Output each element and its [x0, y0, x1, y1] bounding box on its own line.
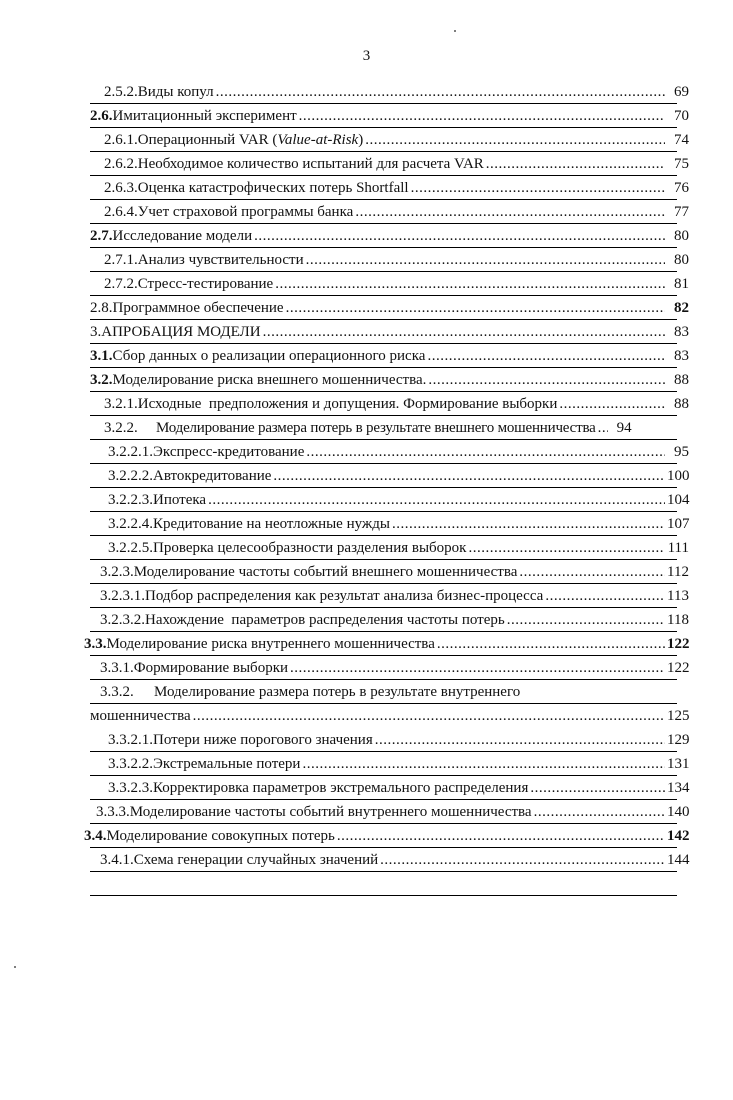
scan-speck [14, 966, 16, 968]
toc-leader-dots [306, 440, 665, 464]
toc-entry-number: 3.3.2.2. [108, 756, 153, 772]
toc-entry-page: 122 [667, 636, 690, 652]
toc-entry-number: 3.2.3.2. [100, 612, 145, 628]
toc-leader-dots [411, 176, 665, 200]
toc-entry-page: 140 [667, 804, 690, 820]
toc-leader-dots [507, 608, 665, 632]
toc-leader-dots [375, 728, 665, 752]
toc-leader-dots [437, 632, 665, 656]
toc-entry-title: Исходные предположения и допущения. Формирование выборки [137, 396, 558, 412]
toc-entry-number: 3.3.2.1. [108, 732, 153, 748]
toc-rule [90, 895, 677, 896]
toc-entry-number: 3.4. [84, 828, 107, 844]
toc-entry-page: 118 [667, 612, 689, 628]
scan-speck [454, 30, 456, 32]
toc-entry-page: 80 [674, 252, 689, 268]
toc-entry-title: Моделирование размера потерь в результате внешнего мошенничества [156, 420, 596, 436]
toc-entry[interactable] [104, 200, 689, 224]
toc-entry-number: 2.6.2. [104, 156, 138, 172]
toc-entry-number: 3.2.2.2. [108, 468, 153, 484]
toc-leader-dots [299, 104, 665, 128]
toc-leader-dots [355, 200, 665, 224]
toc-entry-title: Автокредитование [153, 468, 272, 484]
toc-entry[interactable] [104, 416, 689, 440]
toc-entry-page: 83 [674, 348, 689, 364]
toc-entry-title: Программное обеспечение [112, 300, 284, 316]
toc-leader-dots [263, 320, 665, 344]
toc-entry-page: 88 [674, 396, 689, 412]
toc-entry-number: 2.8. [90, 300, 113, 316]
toc-entry-number: 3.3.2.3. [108, 780, 153, 796]
toc-entry-number: 2.6.4. [104, 204, 138, 220]
toc-entry-title: Виды копул [137, 84, 214, 100]
toc-entry-page: 83 [674, 324, 689, 340]
toc-entry[interactable] [90, 320, 689, 344]
toc-leader-dots [559, 392, 665, 416]
toc-entry-title: Необходимое количество испытаний для расчета VAR [137, 156, 484, 172]
toc-leader-dots [290, 656, 665, 680]
toc-entry[interactable] [90, 296, 689, 320]
toc-entry-title: Экстремальные потери [153, 756, 301, 772]
toc-entry-number: 3.4.1. [100, 852, 134, 868]
toc-entry-number: 3.2.2.3. [108, 492, 153, 508]
toc-leader-dots [519, 560, 665, 584]
toc-leader-dots [428, 368, 665, 392]
toc-entry-number: 2.6.3. [104, 180, 138, 196]
toc-entry-title: Операционный VAR (Value-at-Risk) [137, 132, 364, 148]
toc-leader-dots [302, 752, 665, 776]
toc-entry[interactable] [108, 464, 689, 488]
toc-entry-title: Исследование модели [112, 228, 253, 244]
toc-entry-title: Экспресс-кредитование [153, 444, 305, 460]
toc-leader-dots [337, 824, 665, 848]
toc-leader-dots [534, 800, 665, 824]
toc-entry[interactable] [84, 824, 689, 848]
toc-entry[interactable] [100, 608, 689, 632]
toc-entry-title: Кредитование на неотложные нужды [153, 516, 390, 532]
toc-entry[interactable] [104, 128, 689, 152]
toc-entry-page: 104 [667, 492, 690, 508]
toc-entry-title: Потери ниже порогового значения [153, 732, 373, 748]
toc-entry-page: 107 [667, 516, 690, 532]
toc-entry[interactable] [108, 752, 689, 776]
toc-entry-page: 95 [674, 444, 689, 460]
toc-leader-dots [208, 488, 665, 512]
toc-entry-page: 88 [674, 372, 689, 388]
toc-entry-title: Имитационный эксперимент [112, 108, 297, 124]
toc-leader-dots [306, 248, 665, 272]
toc-entry-title: Подбор распределения как результат анализа бизнес-процесса [145, 588, 544, 604]
toc-entry-page: 82 [674, 300, 689, 316]
toc-entry-number: 3.3.3. [96, 804, 130, 820]
toc-entry-page: 112 [667, 564, 689, 580]
toc-entry-title: Сбор данных о реализации операционного риска [112, 348, 426, 364]
toc-entry-number: 2.6.1. [104, 132, 138, 148]
toc-entry[interactable] [104, 272, 689, 296]
toc-entry-title: Нахождение параметров распределения частоты потерь [145, 612, 505, 628]
toc-leader-dots [275, 272, 665, 296]
toc-entry-title: Формирование выборки [133, 660, 289, 676]
toc-entry-title: Моделирование размера потерь в результате внутреннего [154, 684, 521, 700]
toc-entry[interactable] [108, 512, 689, 536]
toc-entry[interactable] [100, 584, 689, 608]
toc-entry-number: 3.2.2.1. [108, 444, 153, 460]
toc-entry-title: Схема генерации случайных значений [133, 852, 379, 868]
toc-entry-number: 3.2.2.5. [108, 540, 153, 556]
toc-entry-title: Оценка катастрофических потерь Shortfall [137, 180, 409, 196]
toc-entry-page: 94 [616, 420, 632, 436]
toc-entry[interactable] [104, 80, 689, 104]
toc-entry-page: 70 [674, 108, 689, 124]
toc-entry-number: 3.2. [90, 372, 113, 388]
toc-entry-page: 125 [667, 708, 690, 724]
toc-entry-number: 3.2.2.4. [108, 516, 153, 532]
toc-entry-page: 69 [674, 84, 689, 100]
toc-entry[interactable] [84, 632, 689, 656]
toc-entry[interactable] [108, 728, 689, 752]
page-number: 3 [362, 48, 371, 64]
toc-entry-title-continuation: мошенничества [90, 708, 191, 724]
toc-entry[interactable] [108, 440, 689, 464]
toc-entry-number: 2.6. [90, 108, 113, 124]
toc-leader-dots [545, 584, 665, 608]
toc-leader-dots [380, 848, 665, 872]
toc-leader-dots [486, 152, 665, 176]
toc-entry-title: Ипотека [153, 492, 207, 508]
toc-entry-number: 2.7.1. [104, 252, 138, 268]
toc-entry-page: 134 [667, 780, 690, 796]
toc-entry[interactable] [90, 368, 689, 392]
toc-entry-title: Моделирование совокупных потерь [106, 828, 335, 844]
toc-leader-dots [530, 776, 665, 800]
toc-entry-number: 2.5.2. [104, 84, 138, 100]
toc-entry[interactable] [90, 344, 689, 368]
toc-entry[interactable] [104, 176, 689, 200]
toc-entry-number: 3.2.3. [100, 564, 134, 580]
toc-leader-dots [468, 536, 665, 560]
toc-entry-title-italic: Value-at-Risk [277, 132, 359, 148]
toc-entry-page: 76 [674, 180, 689, 196]
toc-entry[interactable] [100, 560, 689, 584]
toc-entry[interactable] [100, 848, 689, 872]
toc-entry-number: 3.1. [90, 348, 113, 364]
toc-entry[interactable] [108, 488, 689, 512]
toc-entry-title: Моделирование риска внутреннего мошенничества [106, 636, 435, 652]
toc-entry-number: 2.7. [90, 228, 113, 244]
toc-entry[interactable] [104, 152, 689, 176]
toc-leader-dots [193, 704, 665, 728]
toc-entry-page: 129 [667, 732, 690, 748]
toc-entry[interactable] [100, 680, 689, 704]
toc-entry[interactable] [104, 392, 689, 416]
toc-entry-page: 144 [667, 852, 690, 868]
toc-entry-page: 113 [667, 588, 689, 604]
toc-entry-number: 3.2.1. [104, 396, 138, 412]
toc-entry-page: 142 [667, 828, 690, 844]
toc-entry-page: 111 [667, 540, 689, 556]
toc-entry-continuation[interactable] [90, 704, 689, 728]
toc-entry-number: 2.7.2. [104, 276, 138, 292]
toc-entry[interactable] [90, 104, 689, 128]
toc-entry[interactable] [100, 656, 689, 680]
toc-entry-number: 3.2.3.1. [100, 588, 145, 604]
toc-entry-number: 3.2.2. [104, 420, 138, 436]
toc-entry-page: 122 [667, 660, 690, 676]
toc-entry-page: 131 [667, 756, 690, 772]
toc-entry-page: 75 [674, 156, 689, 172]
toc-entry-title: Проверка целесообразности разделения выборок [153, 540, 467, 556]
toc-leader-dots [254, 224, 665, 248]
toc-entry-number: 3.3. [84, 636, 107, 652]
toc-leader-dots [216, 80, 665, 104]
toc-entry-number: 3. [90, 324, 102, 340]
toc-entry[interactable] [108, 776, 689, 800]
toc-leader-dots [365, 128, 665, 152]
toc-entry-title: Анализ чувствительности [137, 252, 304, 268]
toc-entry-page: 80 [674, 228, 689, 244]
toc-entry-page: 100 [667, 468, 690, 484]
toc-leader-dots [598, 416, 608, 440]
toc-entry-number: 3.3.2. [100, 684, 134, 700]
toc-leader-dots [427, 344, 665, 368]
toc-entry-title: Корректировка параметров экстремального распределения [153, 780, 529, 796]
toc-entry-title: АПРОБАЦИЯ МОДЕЛИ [101, 324, 261, 340]
toc-entry-title: Моделирование частоты событий внешнего мошенничества [133, 564, 518, 580]
toc-leader-dots [286, 296, 665, 320]
toc-entry-title: Моделирование частоты событий внутреннего мошенничества [129, 804, 532, 820]
toc-entry-title: Стресс-тестирование [137, 276, 274, 292]
toc-entry[interactable] [96, 800, 689, 824]
toc-entry[interactable] [104, 248, 689, 272]
toc-entry-number: 3.3.1. [100, 660, 134, 676]
toc-leader-dots [392, 512, 665, 536]
toc-entry-page: 74 [674, 132, 689, 148]
toc-entry-page: 81 [674, 276, 689, 292]
toc-leader-dots [273, 464, 665, 488]
toc-entry[interactable] [90, 224, 689, 248]
toc-entry[interactable] [108, 536, 689, 560]
toc-entry-title: Моделирование риска внешнего мошенничества. [112, 372, 427, 388]
toc-entry-title: Учет страховой программы банка [137, 204, 354, 220]
toc-entry-page: 77 [674, 204, 689, 220]
